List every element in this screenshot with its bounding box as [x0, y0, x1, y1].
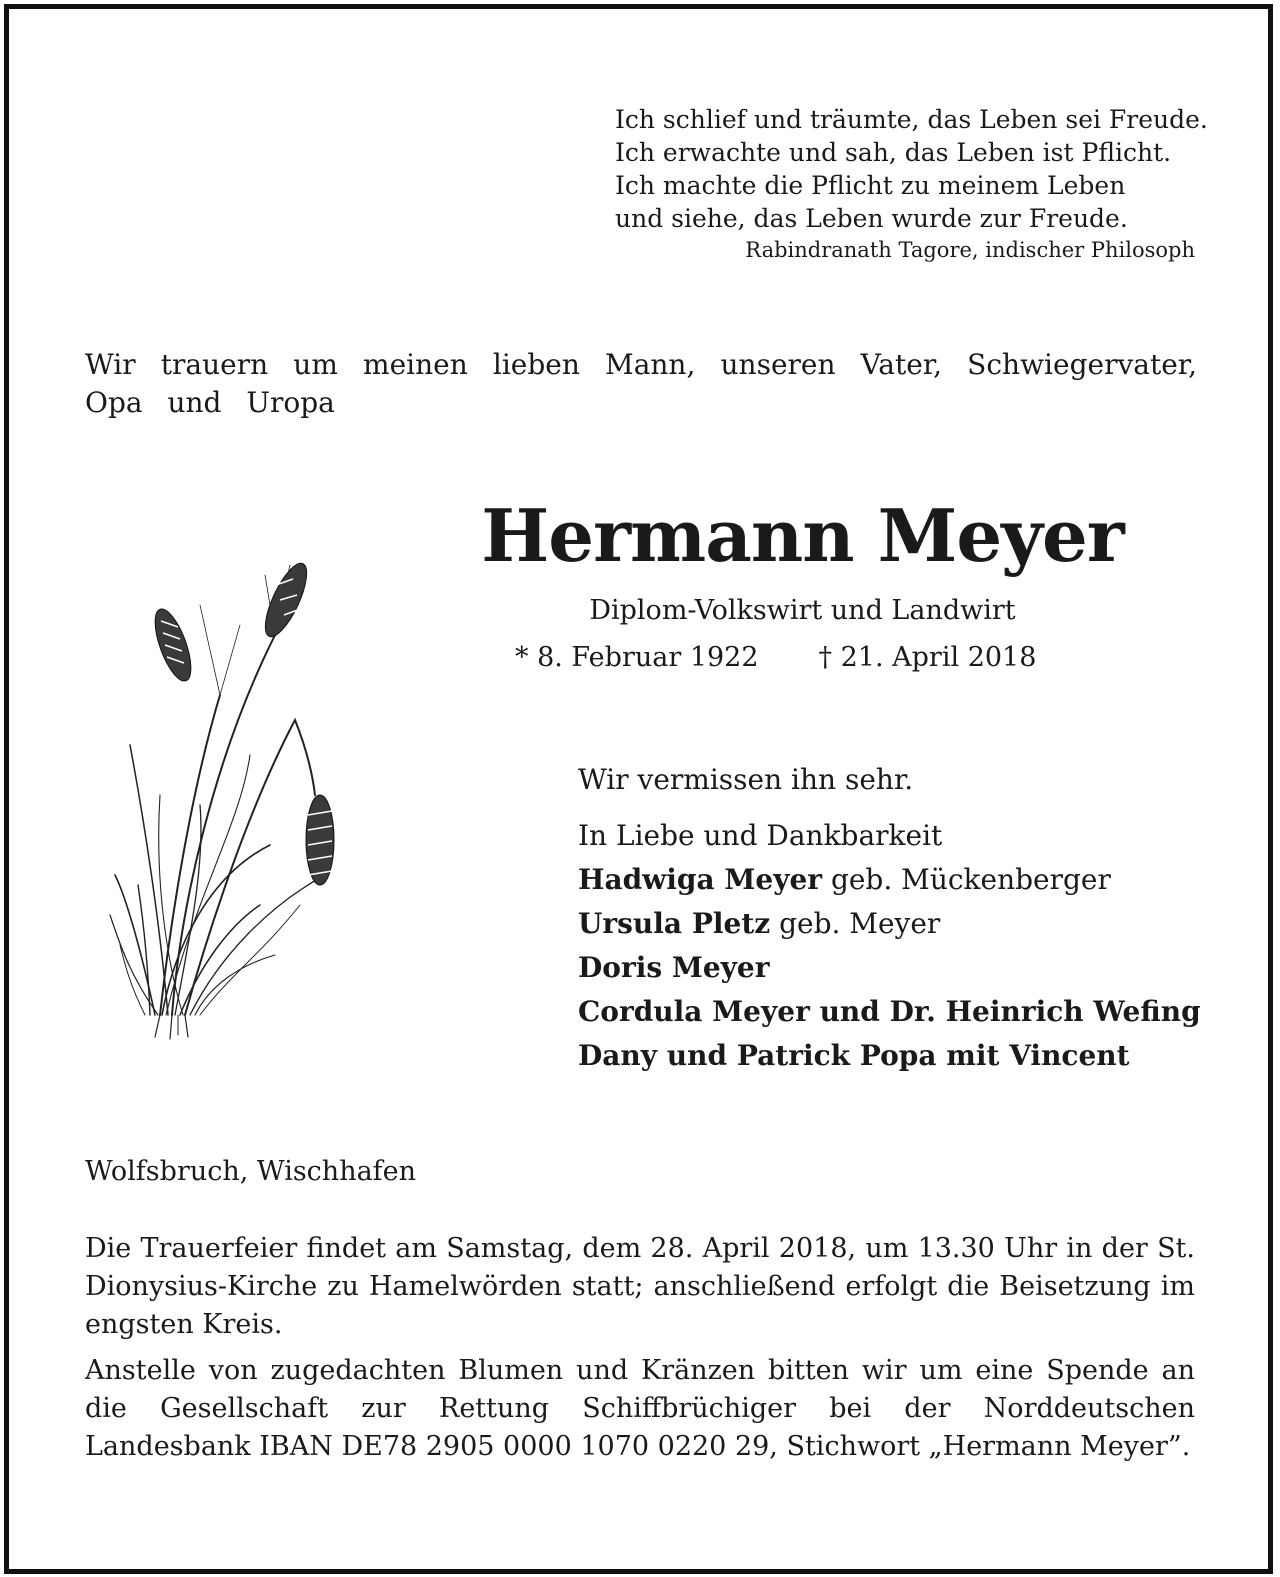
birth-date: * 8. Februar 1922: [515, 642, 759, 673]
member-name: Cordula Meyer und Dr. Heinrich Wefing: [578, 995, 1201, 1028]
member-note: geb. Meyer: [779, 907, 941, 940]
wheat-illustration: [100, 545, 360, 1045]
tagore-quote: [615, 103, 1208, 265]
intro-text: Wir trauern um meinen lieben Mann, unseren Vater, Schwiegervater, Opa und Uropa: [85, 348, 1197, 419]
family-member: [578, 902, 1218, 946]
deceased-name: Hermann Meyer: [481, 493, 1124, 578]
member-name: Hadwiga Meyer: [578, 863, 823, 896]
life-dates: [515, 640, 1115, 676]
quote-line: Ich schlief und träumte, das Leben sei Freude.: [615, 105, 1208, 134]
love-line: In Liebe und Dankbarkeit: [578, 819, 943, 852]
quote-line: Ich machte die Pflicht zu meinem Leben: [615, 171, 1126, 200]
death-date: † 21. April 2018: [818, 642, 1037, 673]
family-block: [578, 758, 1218, 1078]
deceased-profession: Diplom-Volkswirt und Landwirt: [589, 595, 1016, 626]
family-member: [578, 858, 1218, 902]
family-member: [578, 946, 1218, 990]
member-name: Dany und Patrick Popa mit Vincent: [578, 1039, 1130, 1072]
quote-line: und siehe, das Leben wurde zur Freude.: [615, 204, 1128, 233]
family-member: [578, 1034, 1218, 1078]
member-name: Ursula Pletz: [578, 907, 771, 940]
quote-line: Ich erwachte und sah, das Leben ist Pflicht.: [615, 138, 1172, 167]
quote-attribution: Rabindranath Tagore, indischer Philosoph: [745, 238, 1195, 262]
miss-line: Wir vermissen ihn sehr.: [578, 763, 914, 796]
place-line: Wolfsbruch, Wischhafen: [85, 1156, 417, 1187]
member-name: Doris Meyer: [578, 951, 770, 984]
family-member: [578, 990, 1218, 1034]
ceremony-text: Die Trauerfeier findet am Samstag, dem 28. April 2018, um 13.30 Uhr in der St. Dionysius-Kirche zu Hamelwörden statt; anschließend erfolgt die Beisetzung im engsten Kreis.: [85, 1233, 1195, 1340]
donation-text: Anstelle von zugedachten Blumen und Kränzen bitten wir um eine Spende an die Gesellschaft zur Rettung Schiffbrüchiger bei der Norddeutschen Landesbank IBAN DE78 2905 0000 1070 0220 29, Stichwort „Hermann Meyer”.: [85, 1355, 1195, 1462]
member-note: geb. Mückenberger: [830, 863, 1111, 896]
